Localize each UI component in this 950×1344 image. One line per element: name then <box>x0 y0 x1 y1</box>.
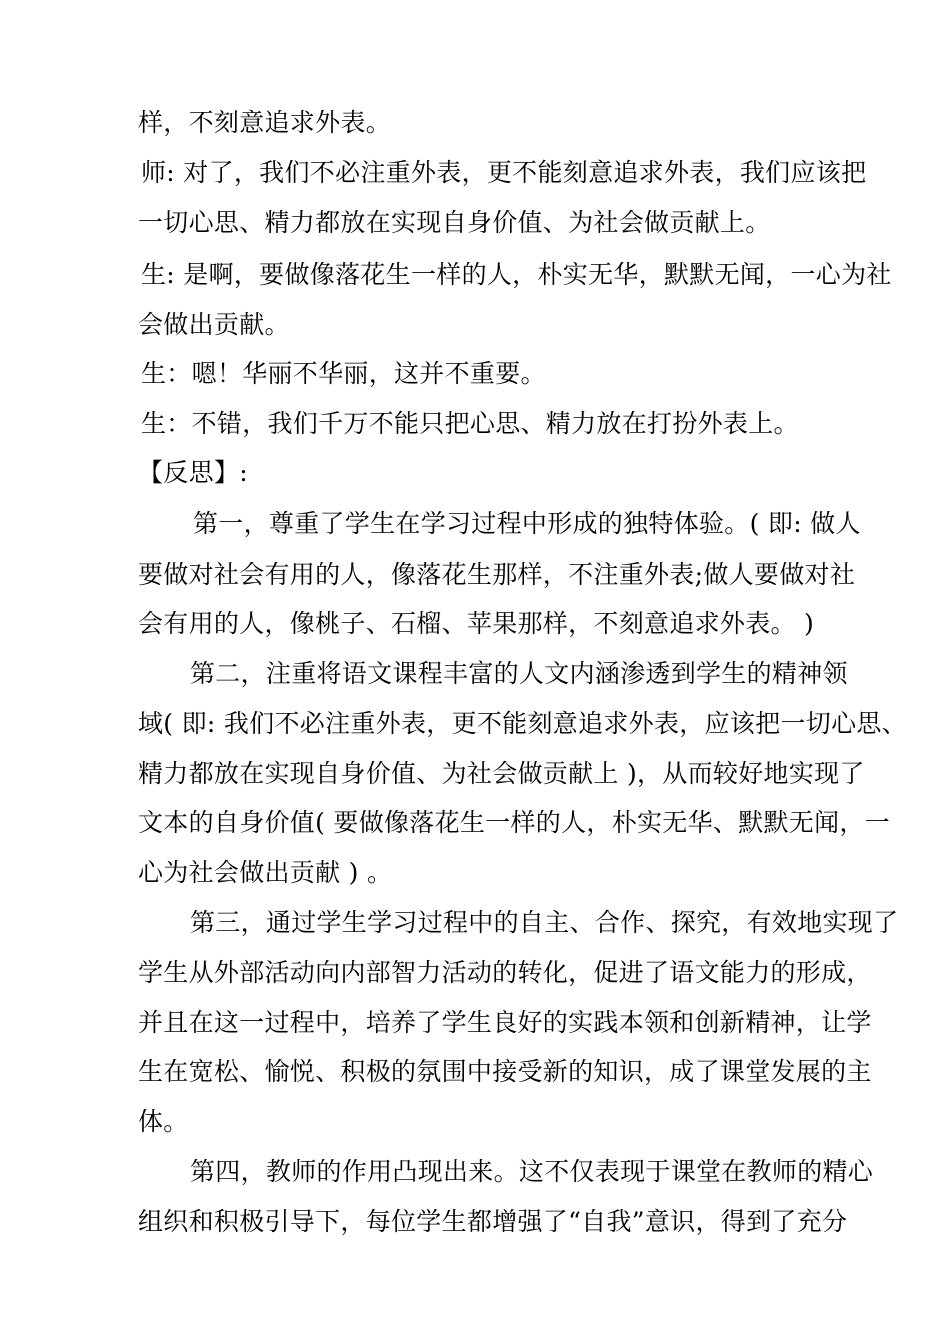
dialogue-line-student: 生：嗯！华丽不华丽，这并不重要。 <box>141 359 546 388</box>
paragraph-first-line: 第三，通过学生学习过程中的自主、合作、探究，有效地实现了 <box>190 908 899 937</box>
text-line: 精力都放在实现自身价值、为社会做贡献上 )，从而较好地实现了 <box>138 759 865 788</box>
text-line: 生在宽松、愉悦、积极的氛围中接受新的知识，成了课堂发展的主 <box>138 1057 872 1086</box>
text-line: 文本的自身价值( 要做像落花生一样的人，朴实无华、默默无闻，一 <box>138 808 891 837</box>
text-line: 并且在这一过程中，培养了学生良好的实践本领和创新精神，让学 <box>138 1008 872 1037</box>
paragraph-first-line: 第二，注重将语文课程丰富的人文内涵渗透到学生的精神领 <box>190 659 848 688</box>
section-heading-reflection: 【反思】: <box>138 458 248 487</box>
text-line: 组织和积极引导下，每位学生都增强了“自我”意识，得到了充分 <box>138 1207 848 1236</box>
text-line: 会有用的人，像桃子、石榴、苹果那样，不刻意追求外表。 ) <box>138 609 815 638</box>
text-line: 域( 即: 我们不必注重外表，更不能刻意追求外表，应该把一切心思、 <box>138 709 907 738</box>
text-line: 体。 <box>138 1107 189 1136</box>
text-line: 要做对社会有用的人，像落花生那样，不注重外表;做人要做对社 <box>138 560 856 589</box>
paragraph-first-line: 第四，教师的作用凸现出来。这不仅表现于课堂在教师的精心 <box>190 1157 874 1186</box>
text-line: 学生从外部活动向内部智力活动的转化，促进了语文能力的形成， <box>138 958 872 987</box>
text-line: 样，不刻意追求外表。 <box>138 108 392 137</box>
dialogue-line-student: 生：不错，我们千万不能只把心思、精力放在打扮外表上。 <box>141 409 799 438</box>
text-line: 心为社会做出贡献 ) 。 <box>138 858 393 887</box>
dialogue-line-student: 生: 是啊，要做像落花生一样的人，朴实无华，默默无闻，一心为社 <box>141 260 892 289</box>
paragraph-first-line: 第一，尊重了学生在学习过程中形成的独特体验。( 即: 做人 <box>193 509 861 538</box>
text-line: 会做出贡献。 <box>138 310 290 339</box>
text-line: 一切心思、精力都放在实现自身价值、为社会做贡献上。 <box>138 208 771 237</box>
dialogue-line-teacher: 师: 对了，我们不必注重外表，更不能刻意追求外表，我们应该把 <box>141 158 867 187</box>
